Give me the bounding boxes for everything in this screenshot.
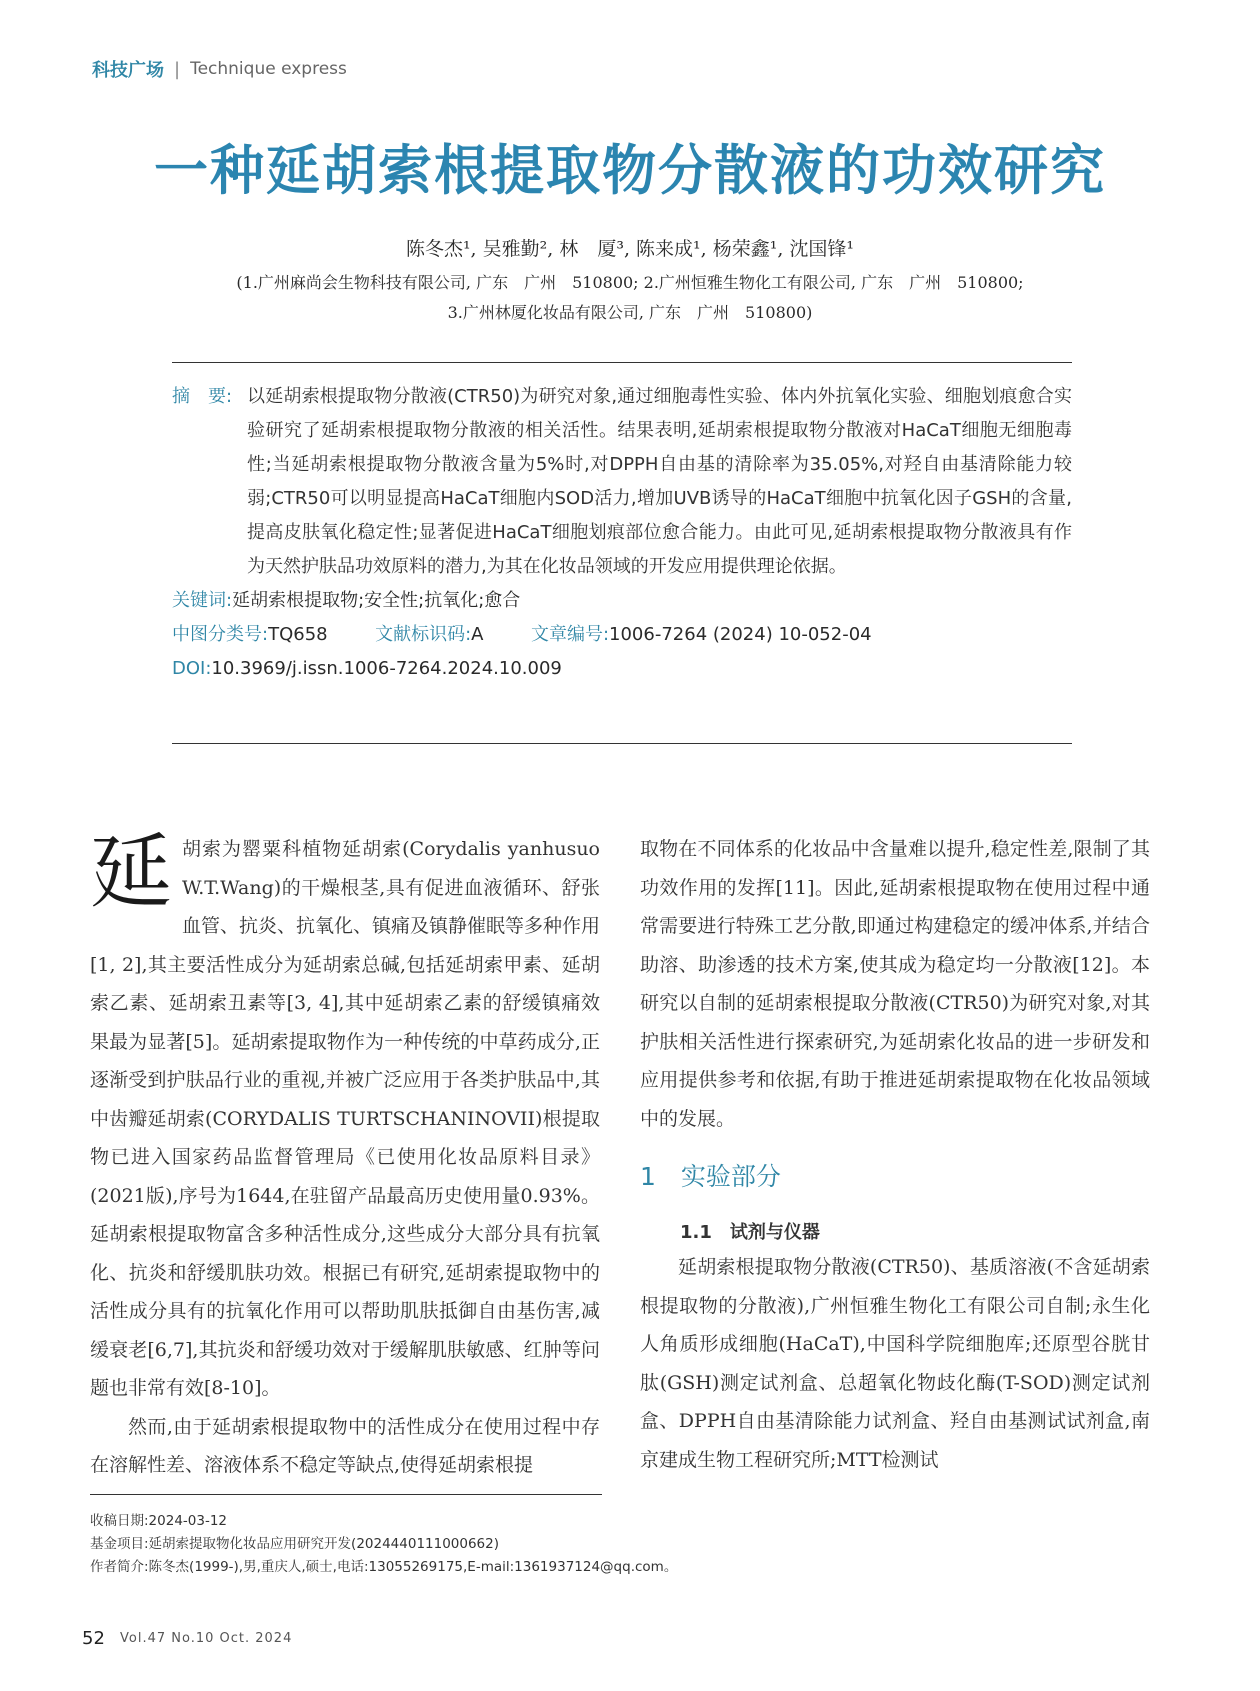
doc-code-value: A [471, 624, 484, 645]
page-number: 52 [82, 1628, 105, 1649]
article-title: 一种延胡索根提取物分散液的功效研究 [154, 138, 1106, 202]
doi-line [172, 652, 1072, 686]
abstract-label: 摘 要: [172, 386, 233, 407]
right-column-bottom [640, 1248, 1150, 1479]
affiliation-line-1: (1.广州麻尚会生物科技有限公司, 广东 广州 510800; 2.广州恒雅生物化工有限公司, 广东 广州 510800; [236, 273, 1024, 292]
clc-value: TQ658 [268, 624, 328, 645]
doc-code-label: 文献标识码: [375, 624, 472, 645]
intro-paragraph-1 [90, 825, 601, 1408]
left-column [90, 825, 601, 1485]
abstract-text: 以延胡索根提取物分散液(CTR50)为研究对象,通过细胞毒性实验、体内外抗氧化实验、细胞划痕愈合实验研究了延胡索根提取物分散液的相关活性。结果表明,延胡索根提取物分散液对HaCaT细胞无细胞毒性;当延胡索根提取物分散液含量为5%时,对DPPH自由基的清除率为35.05%,对羟自由基清除能力较弱;CTR50可以明显提高HaCaT细胞内SOD活力,增加UVB诱导的HaCaT细胞中抗氧化因子GSH的含量,提高皮肤氧化稳定性;显著促进HaCaT细胞划痕部位愈合能力。由此可见,延胡索根提取物分散液具有作为天然护肤品功效原料的潜力,为其在化妆品领域的开发应用提供理论依据。 [247, 386, 1072, 577]
article-number-value: 1006-7264 (2024) 10-052-04 [609, 624, 872, 645]
doi-value: 10.3969/j.issn.1006-7264.2024.10.009 [211, 658, 562, 679]
header-separator: | [174, 58, 181, 80]
section-heading-1: 1 实验部分 [640, 1162, 781, 1191]
abstract-bottom-rule [172, 743, 1072, 744]
affiliation-line-2: 3.广州林厦化妆品有限公司, 广东 广州 510800) [447, 303, 813, 322]
article-number-label: 文章编号: [530, 624, 610, 645]
footnote-author: 作者简介:陈冬杰(1999-),男,重庆人,硕士,电话:13055269175,E-mail:1361937124@qq.com。 [90, 1559, 678, 1575]
header-section: 科技广场 [92, 60, 164, 81]
abstract-top-rule [172, 362, 1072, 363]
abstract-block [172, 380, 1072, 686]
clc-label: 中图分类号: [172, 624, 269, 645]
classification-line [172, 618, 1072, 652]
footnote-rule [90, 1494, 602, 1495]
issue-info: Vol.47 No.10 Oct. 2024 [120, 1631, 293, 1646]
footnotes [90, 1510, 677, 1579]
intro-paragraph-2: 然而,由于延胡索根提取物中的活性成分在使用过程中存在溶解性差、溶液体系不稳定等缺点,使得延胡索根提 [90, 1415, 600, 1476]
right-column-top [640, 830, 1150, 1138]
keywords-label: 关键词: [172, 590, 233, 611]
intro-text-1: 胡索为罂粟科植物延胡索(Corydalis yanhusuo W.T.Wang)的干燥根茎,具有促进血液循环、舒张血管、抗炎、抗氧化、镇痛及镇静催眠等多种作用[1, 2],其主要活性成分为延胡索总碱,包括延胡索甲素、延胡索乙素、延胡索丑素等[3, 4],其中延胡索乙素的舒缓镇痛效果最为显著[5]。延胡索提取物作为一种传统的中草药成分,正逐渐受到护肤品行业的重视,并被广泛应用于各类护肤品中,其中齿瓣延胡索(CORYDALIS TURTSCHANINOVII)根提取物已进入国家药品监督管理局《已使用化妆品原料目录》(2021版),序号为1644,在驻留产品最高历史使用量0.93%。延胡索根提取物富含多种活性成分,这些成分大部分具有抗氧化、抗炎和舒缓肌肤功效。根据已有研究,延胡索提取物中的活性成分具有的抗氧化作用可以帮助肌肤抵御自由基伤害,减缓衰老[6,7],其抗炎和舒缓功效对于缓解肌肤敏感、红肿等问题也非常有效[8-10]。 [90, 838, 601, 1399]
keywords-line [172, 584, 1072, 618]
author-list: 陈冬杰¹, 吴雅勤², 林 厦³, 陈来成¹, 杨荣鑫¹, 沈国锋¹ [405, 238, 855, 260]
keywords-text: 延胡索根提取物;安全性;抗氧化;愈合 [232, 590, 521, 611]
doi-label: DOI: [172, 658, 212, 679]
footnote-received: 收稿日期:2024-03-12 [90, 1513, 228, 1529]
footnote-funding: 基金项目:延胡索提取物化妆品应用研究开发(2024440111000662) [90, 1536, 500, 1552]
header-english: Technique express [190, 59, 347, 79]
intro-paragraph-3: 取物在不同体系的化妆品中含量难以提升,稳定性差,限制了其功效作用的发挥[11]。因此,延胡索根提取物在使用过程中通常需要进行特殊工艺分散,即通过构建稳定的缓冲体系,并结合助溶、助渗透的技术方案,使其成为稳定均一分散液[12]。本研究以自制的延胡索根提取分散液(CTR50)为研究对象,对其护肤相关活性进行探索研究,为延胡索化妆品的进一步研发和应用提供参考和依据,有助于推进延胡索提取物在化妆品领域中的发展。 [640, 838, 1150, 1130]
drop-cap: 延 [90, 825, 173, 920]
subsection-heading-1-1: 1.1 试剂与仪器 [680, 1222, 820, 1243]
materials-paragraph: 延胡索根提取物分散液(CTR50)、基质溶液(不含延胡索根提取物的分散液),广州恒雅生物化工有限公司自制;永生化人角质形成细胞(HaCaT),中国科学院细胞库;还原型谷胱甘肽(GSH)测定试剂盒、总超氧化物歧化酶(T-SOD)测定试剂盒、DPPH自由基清除能力试剂盒、羟自由基测试试剂盒,南京建成生物工程研究所;MTT检测试 [640, 1256, 1150, 1471]
running-header [92, 56, 347, 82]
